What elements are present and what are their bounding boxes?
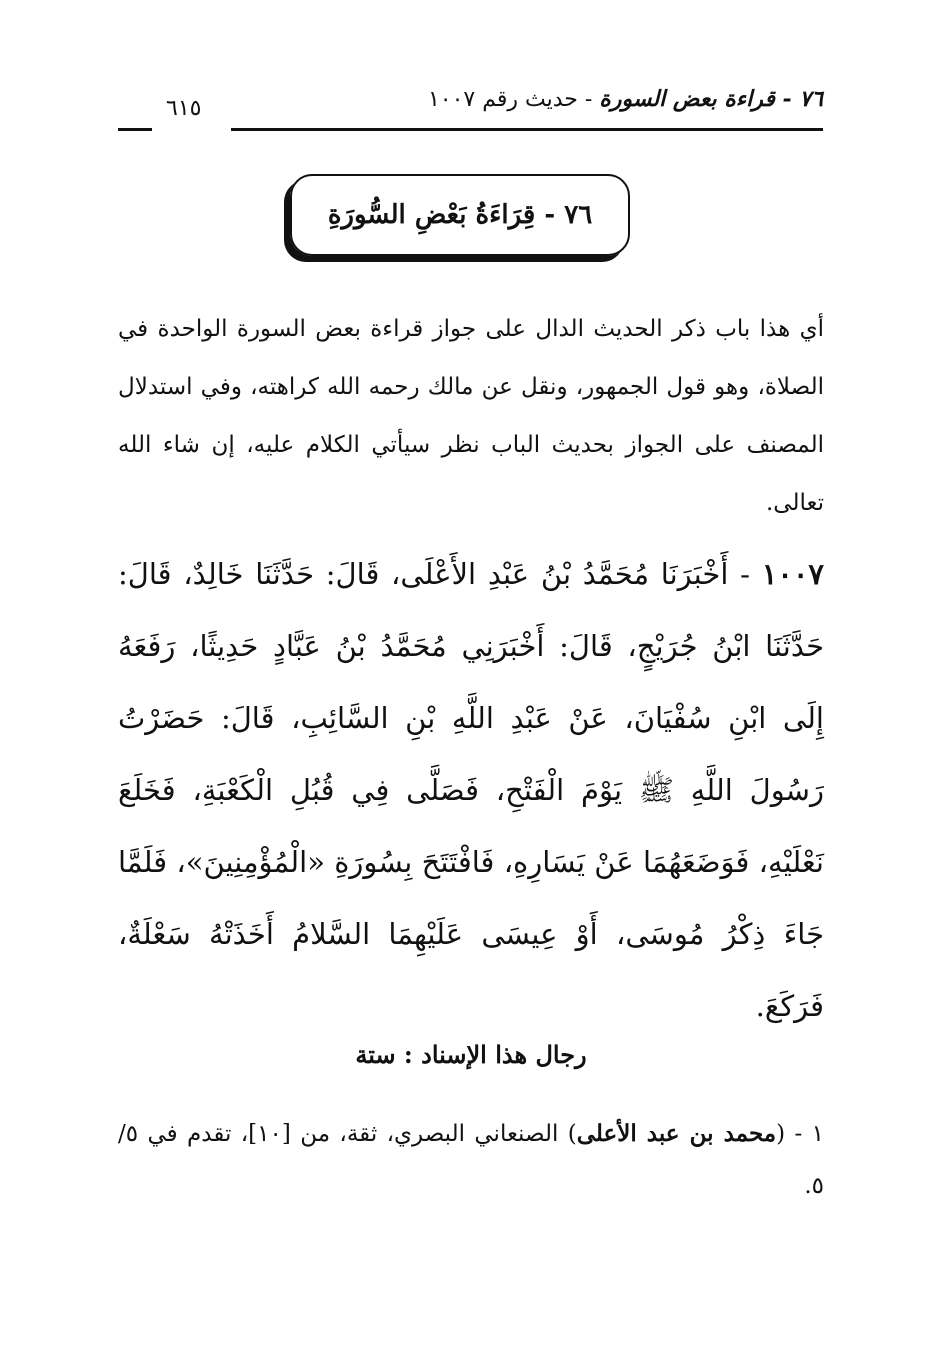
page-number: ٦١٥ — [166, 96, 202, 121]
hadith-paragraph — [118, 538, 824, 1042]
intro-paragraph: أي هذا باب ذكر الحديث الدال على جواز قراءة بعض السورة الواحدة في الصلاة، وهو قول الجمهور، ونقل عن مالك رحمه الله كراهته، وفي استدلال المصنف على الجواز بحديث الباب نظر سيأتي الكلام عليه، إن شاء الله تعالى. — [118, 316, 824, 516]
narrator-name: محمد بن عبد الأعلى — [576, 1120, 777, 1147]
running-header — [118, 86, 823, 126]
chapter-title-box — [290, 174, 630, 256]
hadith-number: ١٠٠٧ — [761, 557, 824, 591]
header-title — [428, 86, 823, 112]
header-rule — [231, 128, 823, 131]
narrator-text: ) الصنعاني البصري، ثقة، من [١٠]، تقدم في ٥/ ٥. — [118, 1121, 824, 1199]
header-rule-short — [118, 128, 152, 131]
chapter-title: ٧٦ - قِرَاءَةُ بَعْضِ السُّورَةِ — [327, 200, 593, 230]
section-heading: رجال هذا الإسناد : ستة — [355, 1040, 587, 1069]
narrator-prefix: ١ - ( — [776, 1121, 825, 1147]
header-chapter-label: ٧٦ - قراءة بعض السورة — [599, 86, 823, 112]
hadith-text: - أَخْبَرَنَا مُحَمَّدُ بْنُ عَبْدِ الأَعْلَى، قَالَ: حَدَّثَنَا خَالِدٌ، قَالَ: حَدَّثَنَا ابْنُ جُرَيْجٍ، قَالَ: أَخْبَرَنِي مُحَمَّدُ بْنُ عَبَّادٍ حَدِيثًا، رَفَعَهُ إِلَى ابْنِ سُفْيَانَ، عَنْ عَبْدِ اللَّهِ بْنِ السَّائِبِ، قَالَ: حَضَرْتُ رَسُولَ اللَّهِ ﷺ يَوْمَ الْفَتْحِ، فَصَلَّى فِي قُبُلِ الْكَعْبَةِ، فَخَلَعَ نَعْلَيْهِ، فَوَضَعَهُمَا عَنْ يَسَارِهِ، فَافْتَتَحَ بِسُورَةِ «الْمُؤْمِنِينَ»، فَلَمَّا جَاءَ ذِكْرُ مُوسَى، أَوْ عِيسَى عَلَيْهِمَا السَّلامُ أَخَذَتْهُ سَعْلَةٌ، فَرَكَعَ. — [118, 557, 824, 1023]
narrator-entry — [118, 1108, 824, 1212]
header-hadith-ref: - حديث رقم ١٠٠٧ — [427, 87, 600, 112]
